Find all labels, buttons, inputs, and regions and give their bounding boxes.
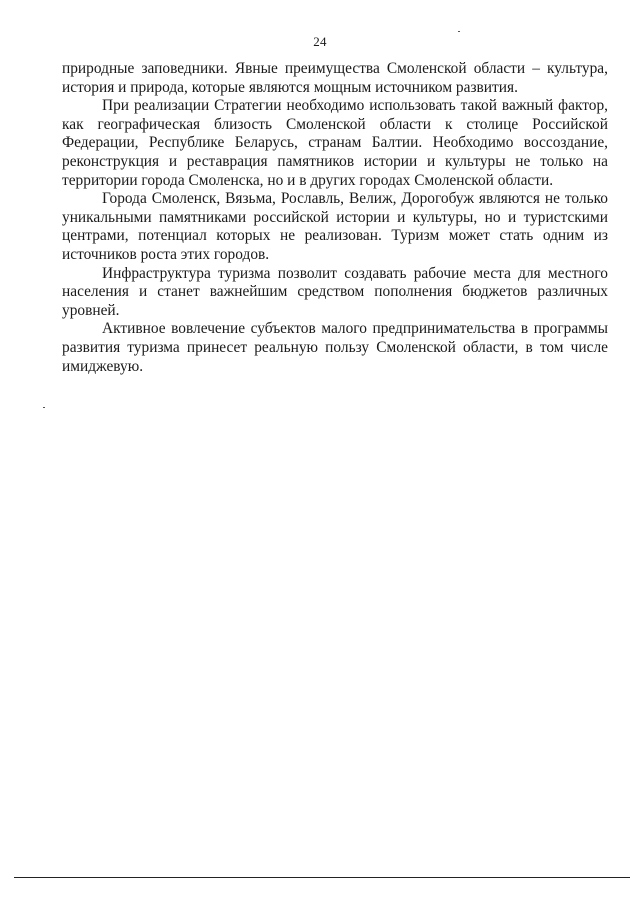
document-body	[62, 60, 608, 376]
page-number: 24	[313, 34, 327, 49]
paragraph-strategy-factor: При реализации Стратегии необходимо использовать такой важный фактор, как географическая близость Смоленской области к столице Российской Федерации, Республике Беларусь, странам Балтии. Необходимо воссоздание, реконструкция и реставрация памятников истории и культуры не только на территории города Смоленска, но и в других городах Смоленской области.	[62, 97, 608, 189]
paragraph-tourist-cities: Города Смоленск, Вязьма, Рославль, Велиж, Дорогобуж являются не только уникальными памятниками российской истории и культуры, но и туристскими центрами, потенциал которых не реализован. Туризм может стать одним из источников роста этих городов.	[62, 190, 608, 263]
footer-rule	[14, 877, 630, 878]
paragraph-small-business: Активное вовлечение субъектов малого предпринимательства в программы развития туризма принесет реальную пользу Смоленской области, в том числе имиджевую.	[62, 320, 608, 375]
scan-speck	[43, 407, 45, 408]
paragraph-continuation: природные заповедники. Явные преимущества Смоленской области – культура, история и природа, которые являются мощным источником развития.	[62, 60, 608, 96]
scan-speck	[458, 31, 460, 32]
paragraph-tourism-infrastructure: Инфраструктура туризма позволит создавать рабочие места для местного населения и станет важнейшим средством пополнения бюджетов различных уровней.	[62, 264, 608, 319]
